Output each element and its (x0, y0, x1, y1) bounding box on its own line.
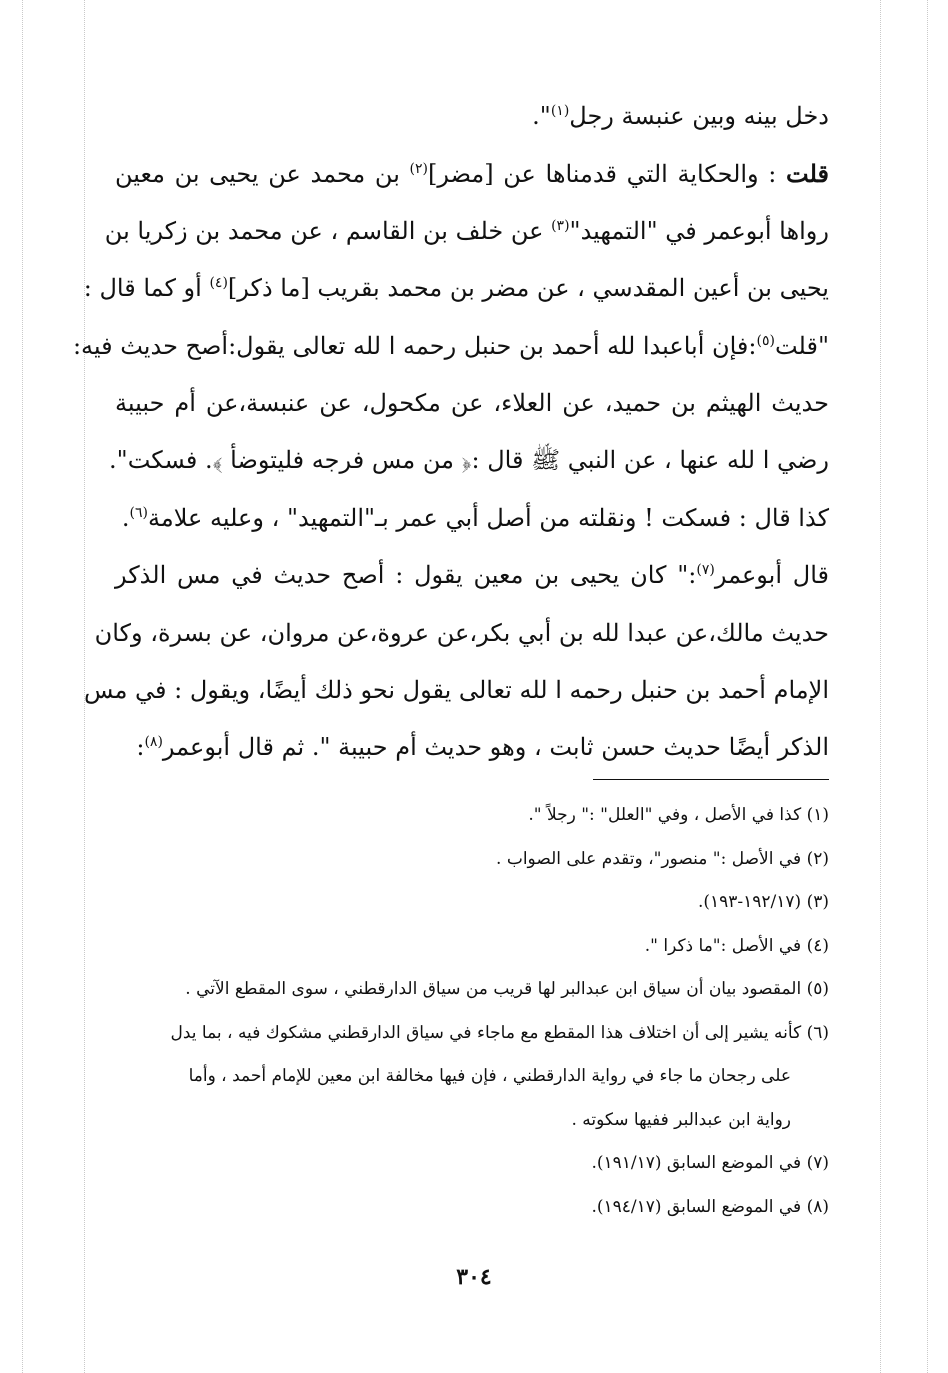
text-line: قال أبوعمر$^{(٧)}$:" كان يحيى بن معين يقول : أصح حديث في مس الذكر (115, 561, 829, 590)
text-line: كذا قال : فسكت ! ونقلته من أصل أبي عمر بـ"التمهيد" ، وعليه علامة$^{(٦)}$. (121, 503, 829, 532)
footnote: (٤) في الأصل :"ما ذكرا ". (644, 935, 829, 956)
text-line: قلت : والحكاية التي قدمناها عن [مضر]$^{(٢)}$ بن محمد عن يحيى بن معين (115, 159, 829, 189)
text-line: دخل بينه وبين عنبسة رجل$^{(١)}$". (532, 102, 829, 130)
footnote: (٢) في الأصل :" منصور"، وتقدم على الصواب . (496, 848, 829, 869)
text-line: الإمام أحمد بن حنبل رحمه ا لله تعالى يقول نحو ذلك أيضًا، ويقول : في مس (83, 675, 829, 704)
scan-margin-dots-left (22, 0, 23, 1373)
page-number: ٣٠٤ (456, 1264, 492, 1290)
footnote-continuation: على رجحان ما جاء في رواية الدارقطني ، فإن فيها مخالفة ابن معين للإمام أحمد ، وأما (188, 1066, 791, 1086)
text-line: رواها أبوعمر في "التمهيد"$^{(٣)}$ عن خلف بن القاسم ، عن محمد بن زكريا بن (104, 216, 829, 245)
footnote: (٨) في الموضع السابق (١٩٤/١٧). (591, 1196, 829, 1217)
text-line: حديث الهيثم بن حميد، عن العلاء، عن مكحول، عن عنبسة،عن أم حبيبة (115, 388, 829, 417)
footnote: (١) كذا في الأصل ، وفي "العلل" :" رجلاً ". (528, 805, 829, 825)
footnote: (٦) كأنه يشير إلى أن اختلاف هذا المقطع مع ماجاء في سياق الدارقطني مشكوك فيه ، بما يدل (170, 1022, 829, 1043)
scan-margin-dots-right (927, 0, 928, 1373)
qultu-heading: قلت (786, 159, 829, 189)
text-line: رضي ا لله عنها ، عن النبي ﷺ قال :﴿ من مس فرجه فليتوضأ ﴾. فسكت". (109, 446, 829, 475)
text-line: حديث مالك،عن عبدا لله بن أبي بكر،عن عروة،عن مروان، عن بسرة، وكان (94, 618, 829, 647)
footnote-separator (593, 779, 829, 780)
footnote: (٣) (١٩٢/١٧-١٩٣). (697, 892, 829, 912)
footnote-continuation: رواية ابن عبدالبر ففيها سكوته . (571, 1109, 791, 1130)
text-line: يحيى بن أعين المقدسي ، عن مضر بن محمد بقريب [ما ذكر]$^{(٤)}$ أو كما قال : (83, 274, 829, 303)
footnotes (115, 794, 829, 1229)
text-line: "قلت$^{(٥)}$:فإن أباعبدا لله أحمد بن حنبل رحمه ا لله تعالى يقول:أصح حديث فيه: (72, 331, 829, 360)
footnote: (٧) في الموضع السابق (١٩١/١٧). (591, 1153, 829, 1173)
footnote: (٥) المقصود بيان أن سياق ابن عبدالبر لها قريب من سياق الدارقطني ، سوى المقطع الآتي . (185, 979, 829, 999)
scan-margin-dots-right-inner (880, 0, 881, 1373)
main-text (72, 88, 829, 777)
text-line: الذكر أيضًا حديث حسن ثابت ، وهو حديث أم حبيبة ". ثم قال أبوعمر$^{(٨)}$: (136, 733, 829, 762)
